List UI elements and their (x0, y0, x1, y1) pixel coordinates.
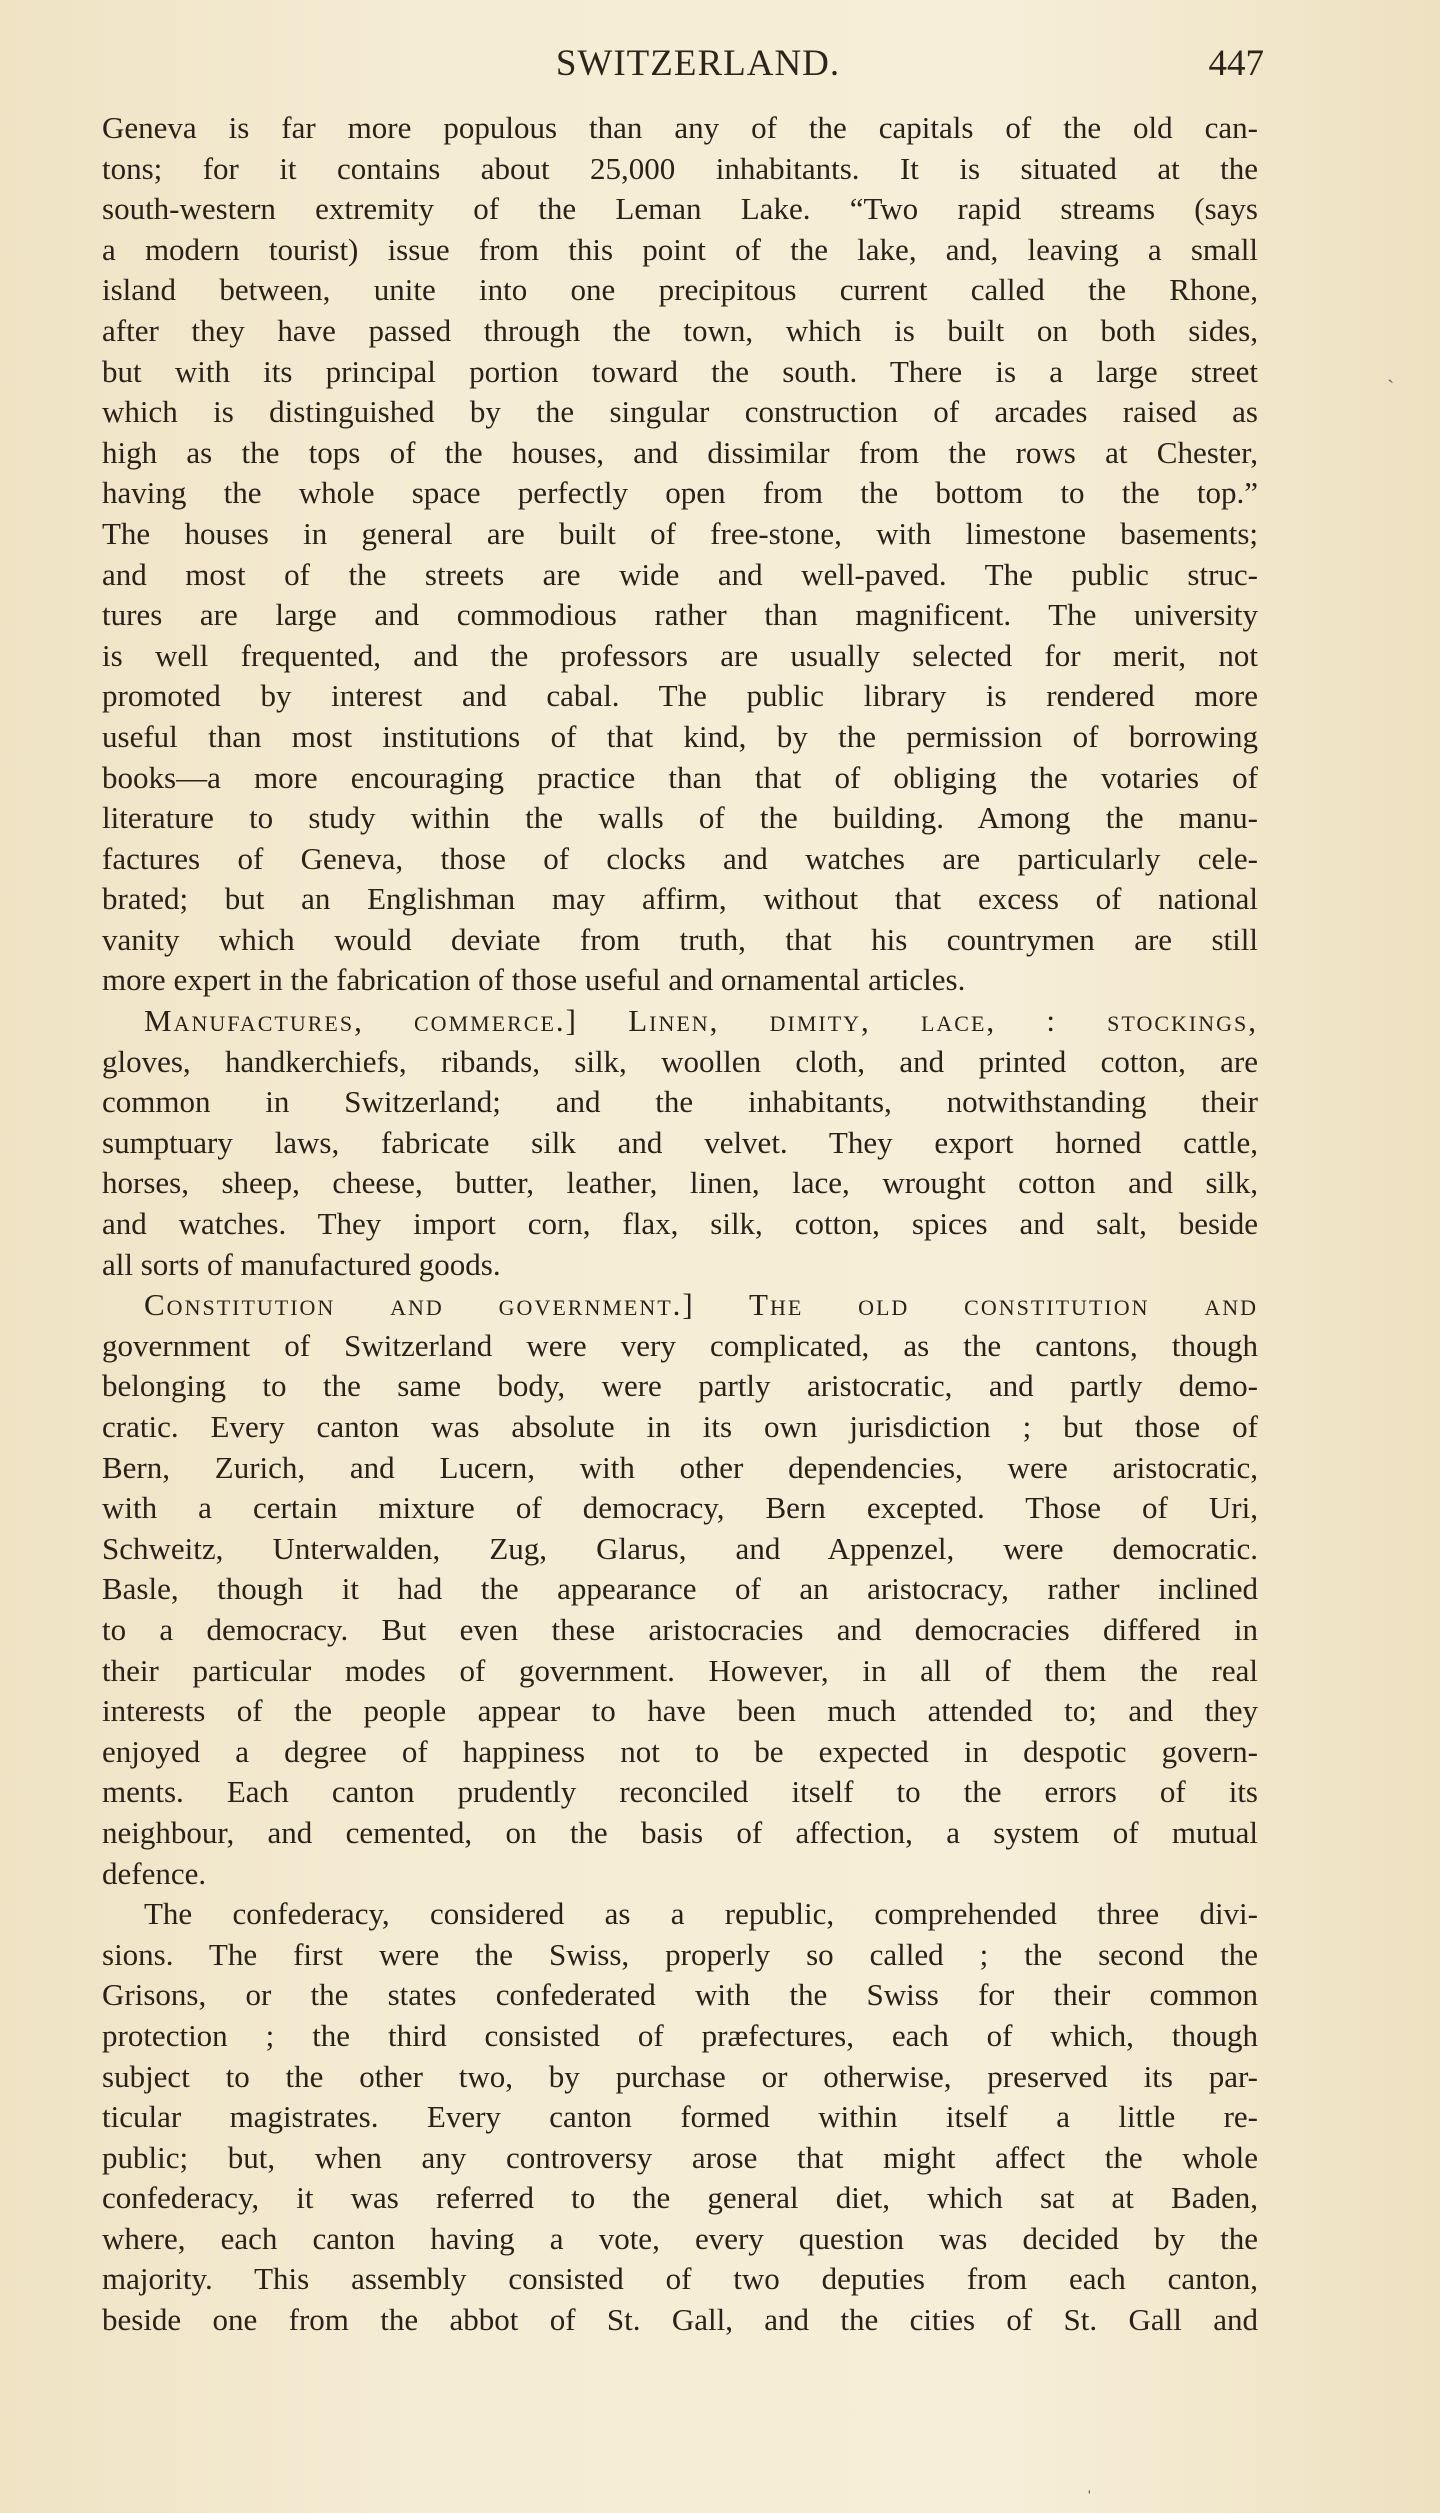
margin-tick-mark: ˏ (1387, 358, 1395, 383)
text-line: Schweitz, Unterwalden, Zug, Glarus, and Appenzel, were democratic. (102, 1530, 1258, 1566)
section-heading-constitution: Constitution and government.] The old constitution and (144, 1287, 1258, 1323)
text-line: more expert in the fabrication of those useful and ornamental articles. (102, 962, 966, 998)
text-line: their particular modes of government. However, in all of them the real (102, 1652, 1258, 1688)
section-heading-manufactures: Manufactures, commerce.] Linen, dimity, lace, : stockings, (144, 1003, 1258, 1039)
text-line: with a certain mixture of democracy, Bern excepted. Those of Uri, (102, 1490, 1258, 1526)
text-line: a modern tourist) issue from this point of the lake, and, leaving a small (102, 231, 1258, 267)
text-line: belonging to the same body, were partly aristocratic, and partly demo- (102, 1368, 1258, 1404)
text-line: literature to study within the walls of the building. Among the manu- (102, 800, 1258, 836)
text-line: Bern, Zurich, and Lucern, with other dependencies, were aristocratic, (102, 1449, 1258, 1485)
text-line: subject to the other two, by purchase or otherwise, preserved its par- (102, 2058, 1258, 2094)
text-line: south-western extremity of the Leman Lake. “Two rapid streams (says (102, 191, 1258, 227)
text-line: to a democracy. But even these aristocracies and democracies differed in (102, 1611, 1258, 1647)
text-line: common in Switzerland; and the inhabitants, notwithstanding their (102, 1084, 1258, 1120)
text-line: gloves, handkerchiefs, ribands, silk, woollen cloth, and printed cotton, are (102, 1043, 1258, 1079)
text-line: sumptuary laws, fabricate silk and velvet. They export horned cattle, (102, 1124, 1258, 1160)
text-line: vanity which would deviate from truth, that his countrymen are still (102, 921, 1258, 957)
text-line: having the whole space perfectly open from the bottom to the top.” (102, 475, 1258, 511)
text-line: horses, sheep, cheese, butter, leather, linen, lace, wrought cotton and silk, (102, 1165, 1258, 1201)
paragraph-start: The confederacy, considered as a republic, comprehended three divi- (144, 1896, 1258, 1932)
text-line: majority. This assembly consisted of two deputies from each canton, (102, 2261, 1258, 2297)
text-line: books—a more encouraging practice than that of obliging the votaries of (102, 759, 1258, 795)
text-line: brated; but an Englishman may affirm, without that excess of national (102, 881, 1258, 917)
text-line: sions. The first were the Swiss, properly so called ; the second the (102, 1936, 1258, 1972)
text-line: island between, unite into one precipitous current called the Rhone, (102, 272, 1258, 308)
text-line: where, each canton having a vote, every question was decided by the (102, 2220, 1258, 2256)
body-text (102, 108, 1258, 2341)
text-line: beside one from the abbot of St. Gall, and the cities of St. Gall and (102, 2302, 1258, 2338)
ink-speck-mark: ˌ (1086, 2472, 1093, 2494)
text-line: which is distinguished by the singular construction of arcades raised as (102, 394, 1258, 430)
text-line: tons; for it contains about 25,000 inhabitants. It is situated at the (102, 150, 1258, 186)
text-line: Basle, though it had the appearance of an aristocracy, rather inclined (102, 1571, 1258, 1607)
text-line: but with its principal portion toward the south. There is a large street (102, 353, 1258, 389)
text-line: defence. (102, 1855, 207, 1891)
text-line: all sorts of manufactured goods. (102, 1246, 501, 1282)
text-line: and watches. They import corn, flax, silk, cotton, spices and salt, beside (102, 1206, 1258, 1242)
text-line: Grisons, or the states confederated with the Swiss for their common (102, 1977, 1258, 2013)
text-line: ticular magistrates. Every canton formed within itself a little re- (102, 2099, 1258, 2135)
text-line: is well frequented, and the professors are usually selected for merit, not (102, 637, 1258, 673)
text-line: tures are large and commodious rather than magnificent. The university (102, 597, 1258, 633)
text-line: enjoyed a degree of happiness not to be expected in despotic govern- (102, 1733, 1258, 1769)
running-title: SWITZERLAND. (555, 43, 841, 84)
text-line: neighbour, and cemented, on the basis of affection, a system of mutual (102, 1814, 1258, 1850)
text-line: protection ; the third consisted of præfectures, each of which, though (102, 2017, 1258, 2053)
text-line: The houses in general are built of free-stone, with limestone basements; (102, 515, 1258, 551)
text-line: after they have passed through the town, which is built on both sides, (102, 312, 1258, 348)
text-line: government of Switzerland were very complicated, as the cantons, though (102, 1327, 1258, 1363)
text-line: and most of the streets are wide and well-paved. The public struc- (102, 556, 1258, 592)
text-line: cratic. Every canton was absolute in its own jurisdiction ; but those of (102, 1409, 1258, 1444)
text-line: high as the tops of the houses, and dissimilar from the rows at Chester, (102, 434, 1258, 470)
page-number: 447 (1208, 43, 1264, 84)
text-line: ments. Each canton prudently reconciled itself to the errors of its (102, 1774, 1258, 1810)
text-line: public; but, when any controversy arose that might affect the whole (102, 2139, 1258, 2175)
text-line: Geneva is far more populous than any of the capitals of the old can- (102, 110, 1258, 145)
text-line: promoted by interest and cabal. The public library is rendered more (102, 678, 1258, 714)
running-head (132, 42, 1264, 102)
text-line: factures of Geneva, those of clocks and watches are particularly cele- (102, 840, 1258, 876)
text-line: useful than most institutions of that kind, by the permission of borrowing (102, 718, 1258, 754)
text-line: confederacy, it was referred to the general diet, which sat at Baden, (102, 2180, 1258, 2216)
text-line: interests of the people appear to have been much attended to; and they (102, 1693, 1258, 1729)
